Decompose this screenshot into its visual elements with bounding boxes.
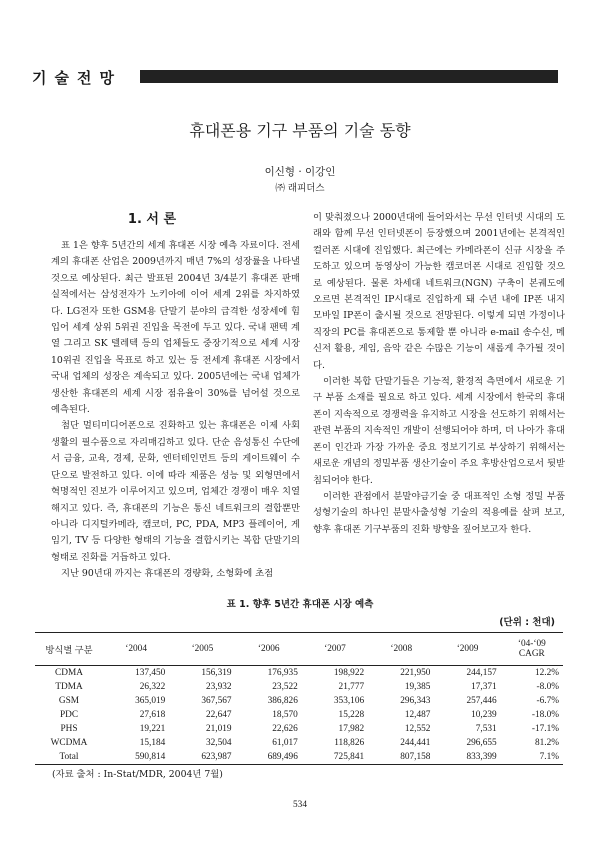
table-cell: 198,922 [333,668,365,678]
table-cell: 590,814 [103,750,169,765]
paragraph: 이 맞춰졌으나 2000년대에 들어와서는 무선 인터넷 시대의 도래와 함께 무선 인터넷폰이 등장했으며 2001년에는 본격적인 컬러폰 시대에 진입했다. 최근에는 카메라폰이 신규 시장을 주도하고 있으며 동영상이 가능한 캠코더폰 시대로 진입할 것으로 예상된다. 물론 차세대 네트워크(NGN) 구축이 본궤도에 오르면 본격적인 IP시대로 진입하게 돼 수년 내에 IP폰 내지 모바일 IP폰이 출시될 것으로 전망된다. 이렇게 되면 가정이나 직장의 PC를 휴대폰으로 통제할 뿐 아니라 e-mail 송수신, 메신저 활용, 게임, 음악 같은 수많은 기능이 새롭게 추가될 것이다. [313,212,565,371]
header-rule [140,70,558,83]
header-label: 방식별 구분 [35,633,103,666]
table-cell: 257,446 [466,696,497,706]
authors: 이신형 · 이강인 [264,166,336,178]
table-cell: 244,157 [466,668,497,678]
table-cell: 22,647 [205,710,232,720]
table-cell: 353,106 [333,696,365,706]
table-header-row [35,633,563,666]
row-label: Total [35,750,103,765]
cagr-cell: 7.1% [501,750,563,765]
table-row [35,736,563,750]
table-unit: (단위 : 천대) [499,617,555,628]
table-row [35,666,563,681]
table-row [35,708,563,722]
cagr-cell: -18.0% [531,710,559,720]
table-cell: 23,932 [205,682,232,692]
row-label: PDC [59,710,79,720]
affiliation: ㈜ 래피더스 [275,183,325,194]
year-header: ‘2006 [236,633,302,666]
right-column [313,210,565,538]
table-cell: 12,552 [404,724,431,734]
market-forecast-table [35,632,563,765]
table-cell: 21,777 [338,682,365,692]
table-row [35,680,563,694]
table-cell: 7,531 [475,724,497,734]
table-cell: 15,184 [139,738,166,748]
table-cell: 19,221 [139,724,166,734]
cagr-cell: -8.0% [536,682,559,692]
cagr-cell: 81.2% [534,738,559,748]
year-header: ‘2007 [302,633,368,666]
year-header: ‘2005 [169,633,235,666]
table-row [35,694,563,708]
left-column [51,238,300,583]
article-title: 휴대폰용 기구 부품의 기술 동향 [189,121,411,140]
table-cell: 23,522 [272,682,298,692]
paragraph: 첨단 멀티미디어폰으로 진화하고 있는 휴대폰은 이제 사회생활의 필수품으로 자리매김하고 있다. 단순 음성통신 수단에서 금융, 교육, 경제, 문화, 엔터테인먼트 등의 게이트웨이 수단으로 발전하고 있다. 이에 따라 제품은 성능 및 외형면에서 혁명적인 진보가 이루어지고 있으며, 업체간 경쟁이 매우 치열해지고 있다. 즉, 휴대폰의 기능은 통신 네트워크의 결합뿐만 아니라 디지털카메라, 캠코더, PC, PDA, MP3 플레이어, 게임기, TV 등 다양한 형태의 기능을 결합시키는 복합 단말기의 형태로 진화를 거듭하고 있다. [51,420,300,563]
table-cell: 32,504 [205,738,232,748]
table-cell: 18,570 [272,710,298,720]
cagr-header-period: ‘04-‘09 [517,639,546,649]
table-cell: 15,228 [338,710,365,720]
paragraph: 이러한 복합 단말기들은 기능적, 환경적 측면에서 새로운 기구 부품 소재를 필요로 하고 있다. 세계 시장에서 한국의 휴대폰이 지속적으로 경쟁력을 유지하고 시장을 선도하기 위해서는 관련 부품의 지속적인 개발이 선행되어야 하며, 더 나아가 휴대폰이 인간과 가장 가까운 중요 정보기기로 부상하기 위해서는 새로운 개념의 정밀부품 생산기술이 주요 후방산업으로서 뒷받침되어야 한다. [313,376,565,486]
row-label: TDMA [55,682,83,692]
table-cell: 118,826 [334,738,365,748]
section-title: 1. 서 론 [127,212,177,227]
row-label: GSM [58,696,80,706]
table-cell: 156,319 [201,668,232,678]
table-cell: 386,826 [267,696,298,706]
table-cell: 244,441 [400,738,431,748]
table-cell: 21,019 [205,724,232,734]
table-cell: 17,982 [338,724,365,734]
table-cell: 807,158 [368,750,434,765]
paragraph: 표 1은 향후 5년간의 세계 휴대폰 시장 예측 자료이다. 전세계의 휴대폰 산업은 2009년까지 매년 7%의 성장률을 나타낼 것으로 예상된다. 최근 발표된 2004년 3/4분기 휴대폰 판매 실적에서는 삼성전자가 노키아에 이어 세계 2위를 차지하였다. LG전자 또한 GSM용 단말기 분야의 급격한 성장세에 힘입어 세계 상위 5위권 진입을 목전에 두고 있다. 국내 팬텍 계열 그리고 SK 텔레텍 등의 업체들도 중장기적으로 세계 시장 10위권 진입을 목표로 하고 있는 등 전세계 휴대폰 시장에서 국내 업체의 성장은 계속되고 있다. 2005년에는 국내 업체가 생산한 휴대폰의 세계 시장 점유율이 30%를 넘어설 것으로 예측된다. [51,240,300,416]
table-cell: 17,371 [471,682,497,692]
table-cell: 22,626 [272,724,298,734]
paragraph: 지난 90년대 까지는 휴대폰의 경량화, 소형화에 초점 [61,568,274,580]
table-cell: 296,655 [466,738,497,748]
cagr-cell: -17.1% [531,724,559,734]
year-header: ‘2004 [103,633,169,666]
table-cell: 221,950 [400,668,431,678]
cagr-cell: -6.7% [536,696,559,706]
page-number: 534 [293,800,307,810]
table-cell: 367,567 [201,696,232,706]
row-label: CDMA [55,668,83,678]
table-source: (자료 출처 : In-Stat/MDR, 2004년 7월) [52,769,223,780]
table-cell: 27,618 [139,710,166,720]
table-row [35,750,563,765]
cagr-header [501,633,563,666]
row-label: PHS [60,724,78,734]
table-cell: 10,239 [471,710,497,720]
table-cell: 137,450 [135,668,166,678]
year-header: ‘2009 [434,633,500,666]
table-cell: 623,987 [169,750,235,765]
table-cell: 61,017 [272,738,298,748]
table-caption: 표 1. 향후 5년간 휴대폰 시장 예측 [226,599,374,610]
table-cell: 725,841 [302,750,368,765]
table-cell: 833,399 [434,750,500,765]
table-cell: 689,496 [236,750,302,765]
cagr-header-label: CAGR [518,649,545,659]
table-cell: 12,487 [404,710,431,720]
table-row [35,722,563,736]
table-cell: 296,343 [400,696,431,706]
table-cell: 176,935 [267,668,298,678]
paragraph: 이러한 관점에서 분말야금기술 중 대표적인 소형 정밀 부품 성형기술의 하나인 분말사출성형 기술의 적용예를 살펴 보고, 향후 휴대폰 기구부품의 진화 방향을 짚어보고자 한다. [313,490,565,535]
table-cell: 365,019 [135,696,166,706]
year-header: ‘2008 [368,633,434,666]
table-cell: 26,322 [139,682,166,692]
cagr-cell: 12.2% [534,668,559,678]
row-label: WCDMA [50,738,88,748]
section-header-label: 기술전망 [32,69,122,87]
table-cell: 19,385 [404,682,431,692]
